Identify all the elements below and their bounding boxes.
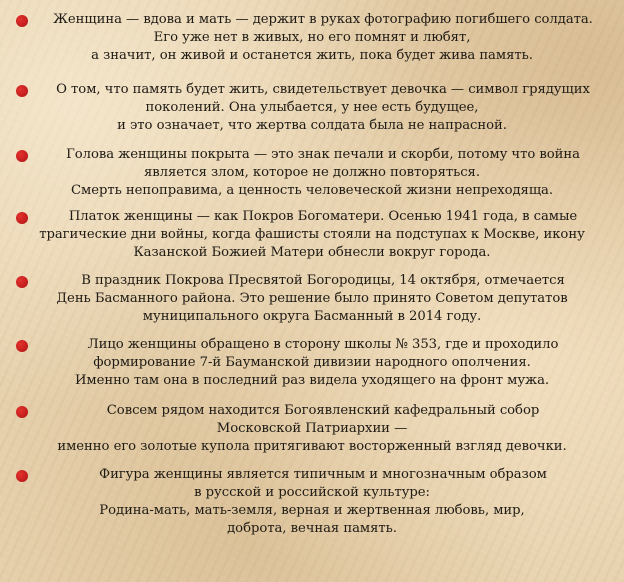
paragraph-line: Московской Патриархии — <box>216 421 408 436</box>
paragraph-1 <box>0 11 624 65</box>
red-bullet-icon <box>16 15 28 27</box>
paragraph-line: Женщина — вдова и мать — держит в руках фотографию погибшего солдата. <box>53 12 593 27</box>
paragraph-line: трагические дни войны, когда фашисты стояли на подступах к Москве, икону <box>39 227 585 242</box>
paragraph-2 <box>0 81 624 135</box>
paragraph-line: доброта, вечная память. <box>227 521 397 536</box>
paragraph-line: Родина-мать, мать-земля, верная и жертвенная любовь, мир, <box>99 503 525 518</box>
paragraph-line: Совсем рядом находится Богоявленский кафедральный собор <box>106 403 540 418</box>
paragraph-line: муниципального округа Басманный в 2014 году. <box>142 309 482 324</box>
paragraph-5 <box>0 272 624 326</box>
paragraph-7 <box>0 402 624 456</box>
red-bullet-icon <box>16 340 28 352</box>
paragraph-line: Смерть непоправима, а ценность человеческой жизни непреходяща. <box>71 183 553 198</box>
paragraph-line: формирование 7-й Бауманской дивизии народного ополчения. <box>93 355 531 370</box>
paragraph-line: День Басманного района. Это решение было принято Советом депутатов <box>56 291 568 306</box>
paragraph-8 <box>0 466 624 538</box>
red-bullet-icon <box>16 212 28 224</box>
paragraph-line: в русской и российской культуре: <box>194 485 430 500</box>
paragraph-line: Платок женщины — как Покров Богоматери. Осенью 1941 года, в самые <box>68 209 578 224</box>
red-bullet-icon <box>16 150 28 162</box>
paragraph-line: Казанской Божией Матери обнесли вокруг города. <box>133 245 491 260</box>
red-bullet-icon <box>16 406 28 418</box>
red-bullet-icon <box>16 276 28 288</box>
paragraph-line: поколений. Она улыбается, у нее есть будущее, <box>145 100 479 115</box>
paragraph-4 <box>0 208 624 262</box>
paragraph-line: Именно там она в последний раз видела уходящего на фронт мужа. <box>74 373 550 388</box>
paragraph-line: именно его золотые купола притягивают восторженный взгляд девочки. <box>57 439 567 454</box>
paragraph-3 <box>0 146 624 200</box>
paragraph-line: Голова женщины покрыта — это знак печали и скорби, потому что война <box>66 147 580 162</box>
paragraph-line: В праздник Покрова Пресвятой Богородицы, 14 октября, отмечается <box>81 273 565 288</box>
paragraph-line: О том, что память будет жить, свидетельствует девочка — символ грядущих <box>56 82 590 97</box>
paragraph-line: Его уже нет в живых, но его помнят и любят, <box>153 30 471 45</box>
red-bullet-icon <box>16 85 28 97</box>
paragraph-line: а значит, он живой и останется жить, пока будет жива память. <box>91 48 533 63</box>
paragraph-line: является злом, которое не должно повторяться. <box>144 165 480 180</box>
paragraph-line: Лицо женщины обращено в сторону школы № 353, где и проходило <box>87 337 559 352</box>
paragraph-6 <box>0 336 624 390</box>
red-bullet-icon <box>16 470 28 482</box>
paragraph-line: Фигура женщины является типичным и многозначным образом <box>99 467 547 482</box>
paragraph-line: и это означает, что жертва солдата была не напрасной. <box>117 118 507 133</box>
